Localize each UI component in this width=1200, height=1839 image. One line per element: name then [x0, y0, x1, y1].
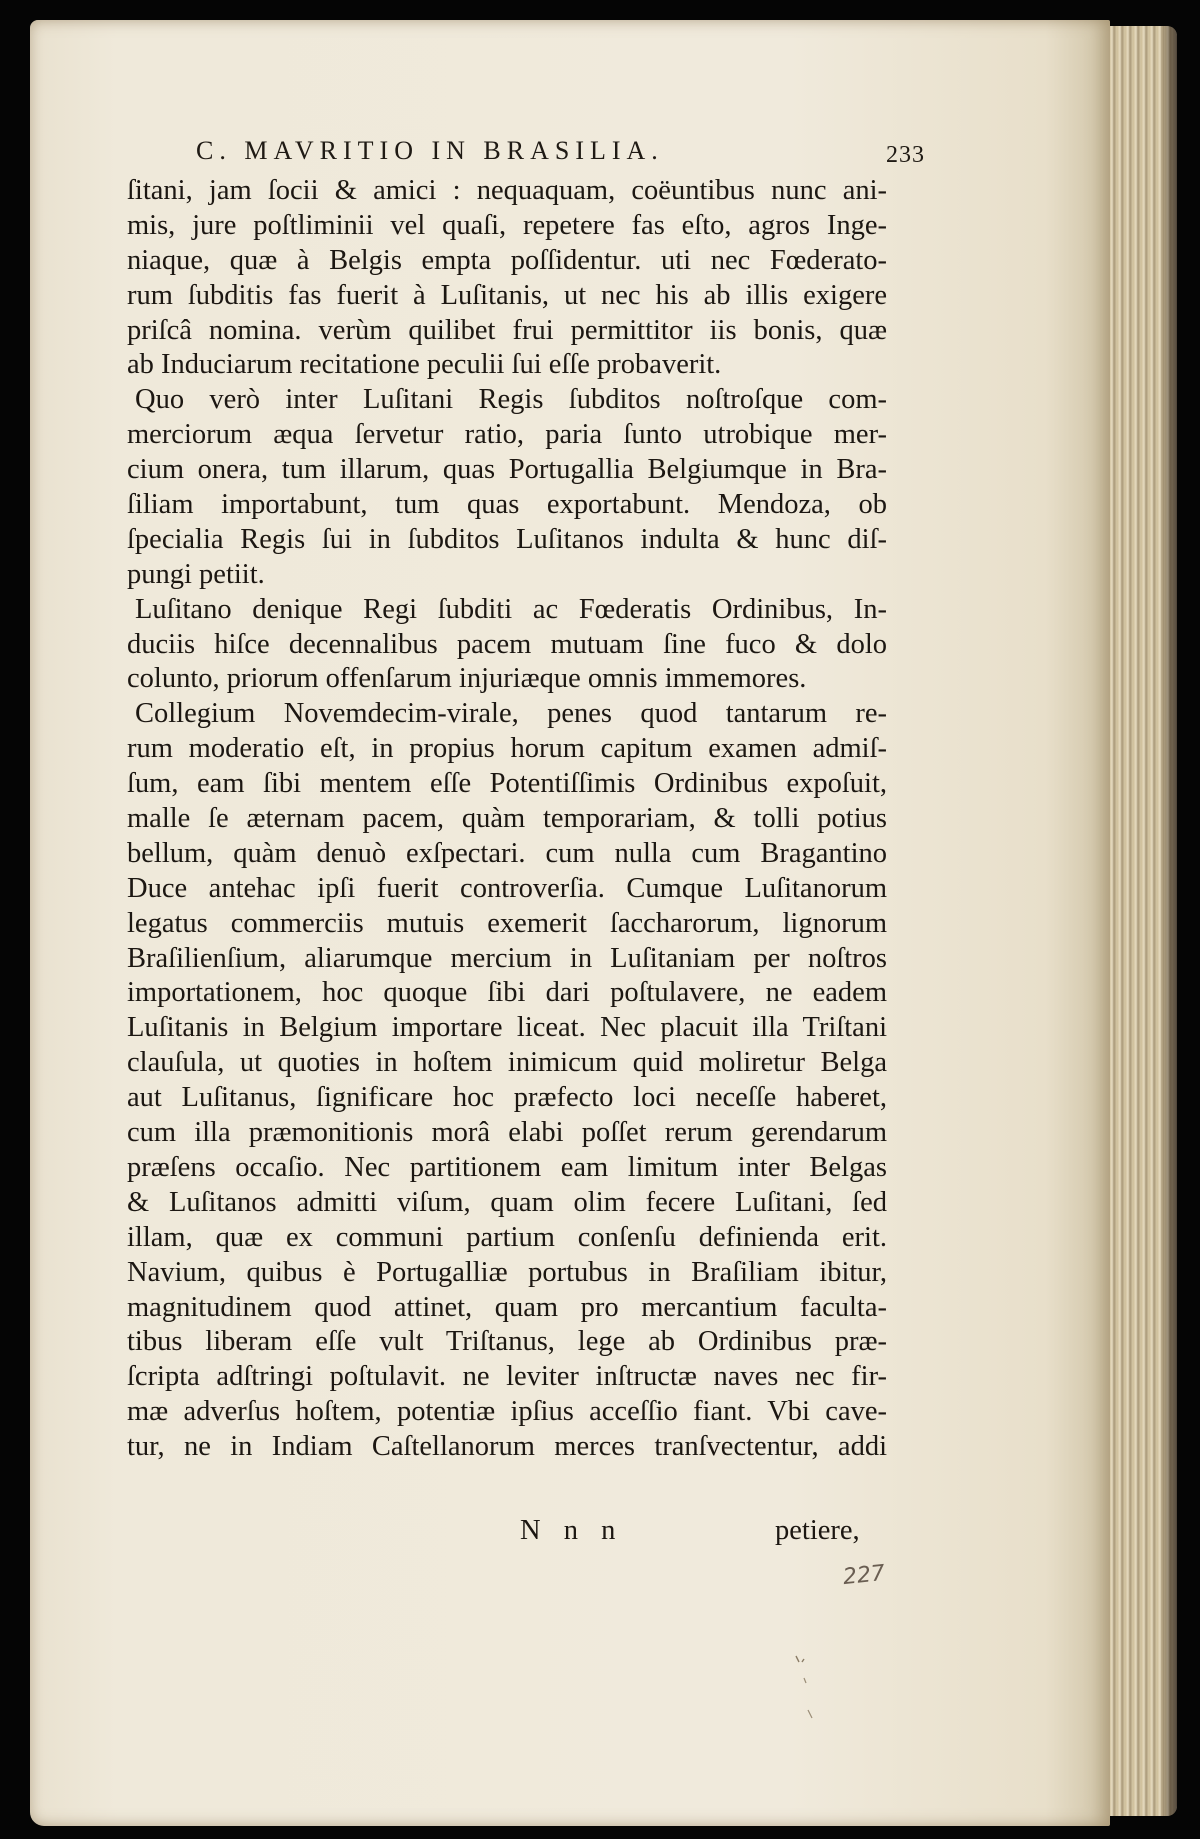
page-header — [196, 136, 925, 168]
text-line: clauſula, ut quoties in hoſtem inimicum quid moliretur Belga — [127, 1047, 887, 1079]
catchword: petiere, — [775, 1515, 860, 1546]
text-line: rum ſubditis fas fuerit à Luſitanis, ut nec his ab illis exigere — [127, 279, 887, 311]
text-line: rum moderatio eſt, in propius horum capitum examen admiſ- — [127, 733, 887, 765]
text-line: merciorum æqua ſervetur ratio, paria ſunto utrobique mer- — [127, 419, 887, 451]
signature-mark: N n n — [520, 1515, 624, 1546]
text-line: malle ſe æternam pacem, quàm temporariam, & tolli potius — [127, 803, 887, 835]
text-line: priſcâ nomina. verùm quilibet frui permittitor iis bonis, quæ — [127, 314, 887, 346]
text-line: duciis hiſce decennalibus pacem mutuam ſine fuco & dolo — [127, 628, 887, 660]
text-line: illam, quæ ex communi partium conſenſu definienda erit. — [127, 1221, 887, 1253]
text-line: ſitani, jam ſocii & amici : nequaquam, coëuntibus nunc ani- — [127, 175, 887, 206]
page-number: 233 — [886, 142, 925, 168]
text-line: magnitudinem quod attinet, quam pro mercantium faculta- — [127, 1291, 887, 1323]
text-line: & Luſitanos admitti viſum, quam olim fecere Luſitani, ſed — [127, 1186, 887, 1218]
text-line: mis, jure poſtliminii vel quaſi, repetere fas eſto, agros Inge- — [127, 209, 887, 241]
text-line: ſcripta adſtringi poſtulavit. ne leviter inſtructæ naves nec fir- — [127, 1361, 887, 1393]
text-line: ab Induciarum recitatione peculii ſui eſſe probaverit. — [127, 349, 722, 381]
body-text — [127, 174, 887, 1465]
text-line: Duce antehac ipſi fuerit controverſia. Cumque Luſitanorum — [127, 872, 887, 904]
text-line: ſum, eam ſibi mentem eſſe Potentiſſimis Ordinibus expoſuit, — [127, 768, 887, 800]
text-line: Luſitano denique Regi ſubditi ac Fœderatis Ordinibus, In- — [135, 593, 887, 625]
text-line: ſpecialia Regis ſui in ſubditos Luſitanos indulta & hunc diſ- — [127, 523, 887, 555]
text-line: præſens occaſio. Nec partitionem eam limitum inter Belgas — [127, 1151, 887, 1183]
text-line: Collegium Novemdecim-virale, penes quod tantarum re- — [135, 698, 887, 730]
paper-specks — [790, 1650, 830, 1730]
text-line: cium onera, tum illarum, quas Portugallia Belgiumque in Bra- — [127, 454, 887, 486]
text-line: Braſilienſium, aliarumque mercium in Luſitaniam per noſtros — [127, 942, 887, 974]
text-line: importationem, hoc quoque ſibi dari poſtulavere, ne eadem — [127, 977, 887, 1009]
text-line: pungi petiit. — [127, 558, 265, 590]
text-line: tur, ne in Indiam Caſtellanorum merces tranſvectentur, addi — [127, 1431, 887, 1463]
text-line: niaque, quæ à Belgis empta poſſidentur. uti nec Fœderato- — [127, 244, 887, 276]
text-line: Luſitanis in Belgium importare liceat. Nec placuit illa Triſtani — [127, 1012, 887, 1044]
text-line: legatus commerciis mutuis exemerit ſaccharorum, lignorum — [127, 907, 887, 939]
text-line: Quo verò inter Luſitani Regis ſubditos noſtroſque com- — [135, 384, 887, 416]
text-line: bellum, quàm denuò exſpectari. cum nulla cum Bragantino — [127, 837, 887, 869]
text-line: colunto, priorum offenſarum injuriæque omnis immemores. — [127, 663, 807, 695]
text-line: tibus liberam eſſe vult Triſtanus, lege ab Ordinibus præ- — [127, 1326, 887, 1358]
text-line: cum illa præmonitionis morâ elabi poſſet rerum gerendarum — [127, 1117, 887, 1149]
text-line: Navium, quibus è Portugalliæ portubus in Braſiliam ibitur, — [127, 1256, 887, 1288]
running-head: C. MAVRITIO IN BRASILIA. — [196, 136, 664, 165]
pencil-folio-number: 227 — [841, 1560, 887, 1591]
text-line: ſiliam importabunt, tum quas exportabunt. Mendoza, ob — [127, 489, 887, 521]
text-line: aut Luſitanus, ſignificare hoc præfecto loci neceſſe haberet, — [127, 1082, 887, 1114]
text-line: mæ adverſus hoſtem, potentiæ ipſius acceſſio fiant. Vbi cave- — [127, 1396, 887, 1428]
